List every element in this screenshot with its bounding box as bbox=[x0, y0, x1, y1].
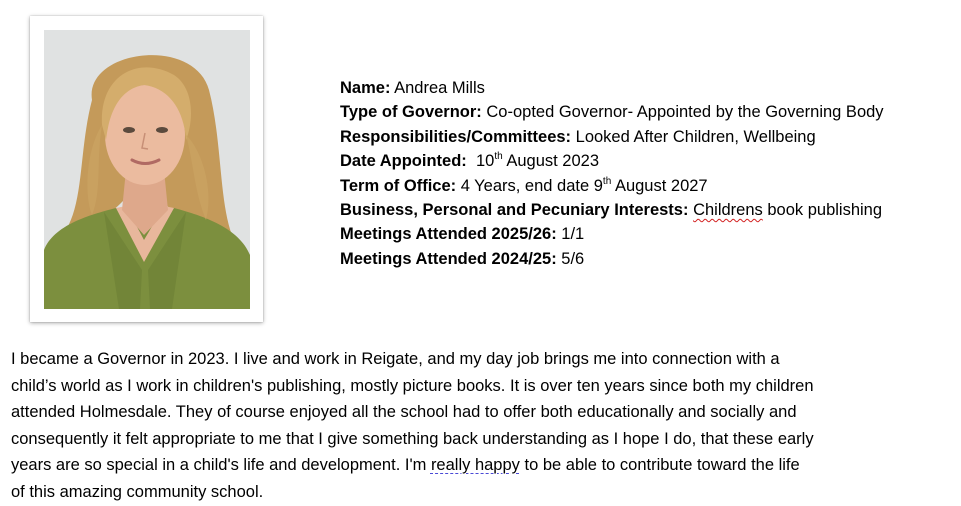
bio-line: attended Holmesdale. They of course enjoyed all the school had to offer both educationally and socially and bbox=[11, 403, 797, 422]
meetings-2024-row bbox=[340, 247, 884, 271]
name-label: Name: bbox=[340, 79, 391, 97]
bio-line5-start: years are so special in a child's life and development. I'm bbox=[11, 456, 431, 475]
bio-line: of this amazing community school. bbox=[11, 482, 264, 501]
interests-rest: book publishing bbox=[762, 200, 883, 219]
type-label: Type of Governor: bbox=[340, 103, 482, 122]
bio-line: consequently it felt appropriate to me that I give something back understanding as I hope I do, that these early bbox=[11, 429, 814, 448]
meetings-2025-row bbox=[340, 222, 884, 246]
portrait-illustration bbox=[44, 30, 250, 309]
meetings-2025-value: 1/1 bbox=[556, 225, 585, 244]
biography-paragraph bbox=[11, 346, 951, 506]
term-row bbox=[340, 174, 884, 198]
governor-photo bbox=[44, 30, 250, 309]
interests-label: Business, Personal and Pecuniary Interests: bbox=[340, 200, 689, 219]
meetings-2025-label: Meetings Attended 2025/26: bbox=[340, 225, 557, 244]
date-appointed-day: 10 bbox=[466, 152, 495, 171]
responsibilities-row bbox=[340, 125, 884, 149]
grammar-flagged-phrase: really happy bbox=[430, 456, 520, 475]
interests-row bbox=[340, 198, 884, 222]
responsibilities-value: Looked After Children, Wellbeing bbox=[571, 127, 816, 146]
date-appointed-suffix: th bbox=[494, 151, 503, 163]
term-suffix: th bbox=[602, 175, 612, 187]
date-appointed-rest: August 2023 bbox=[502, 152, 600, 171]
type-row bbox=[340, 100, 884, 124]
term-value-end: August 2027 bbox=[611, 176, 708, 195]
name-value: Andrea Mills bbox=[390, 79, 485, 97]
interests-misspelled-word: Childrens bbox=[693, 200, 763, 219]
governor-details bbox=[340, 76, 884, 271]
bio-line5-end: to be able to contribute toward the life bbox=[519, 456, 800, 475]
type-value: Co-opted Governor- Appointed by the Governing Body bbox=[481, 103, 884, 122]
bio-line: child’s world as I work in children's publishing, mostly picture books. It is over ten years since both my children bbox=[11, 376, 814, 395]
meetings-2024-label: Meetings Attended 2024/25: bbox=[340, 249, 557, 268]
date-appointed-label: Date Appointed: bbox=[340, 152, 467, 171]
responsibilities-label: Responsibilities/Committees: bbox=[340, 127, 572, 146]
term-value-start: 4 Years, end date 9 bbox=[456, 176, 603, 195]
bio-line: I became a Governor in 2023. I live and work in Reigate, and my day job brings me into connection with a bbox=[11, 350, 780, 368]
meetings-2024-value: 5/6 bbox=[556, 249, 585, 268]
governor-photo-frame bbox=[30, 16, 263, 322]
term-label: Term of Office: bbox=[340, 176, 457, 195]
date-appointed-row bbox=[340, 149, 884, 173]
bio-line bbox=[11, 452, 951, 479]
name-row bbox=[340, 76, 884, 100]
